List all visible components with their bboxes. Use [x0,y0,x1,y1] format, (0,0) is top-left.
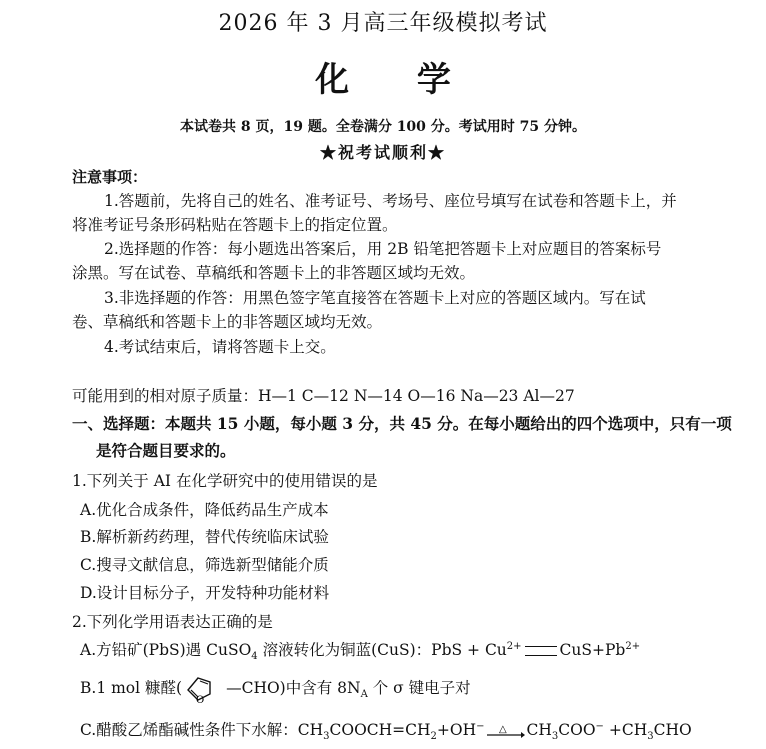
subscript: A [360,689,368,701]
option-c-text: CHO [653,721,692,739]
cho-group: —CHO [226,679,280,697]
superscript: 2+ [625,640,641,652]
section-heading-cont: 是符合题目要求的。 [96,441,236,460]
heat-symbol: △ [498,724,507,735]
subscript: 2 [430,731,437,743]
exam-info: 本试卷共 8 页，19 题。全卷满分 100 分。考试用时 75 分钟。 [179,119,587,135]
equals-sign [525,646,557,656]
question-2-option-b [80,674,471,704]
option-b-text: B.1 mol 糠醛( [80,679,183,697]
note-line: 2.选择题的作答：每小题选出答案后，用 2B 铅笔把答题卡上对应题目的答案标号 [104,240,662,258]
option-c-text: COO [558,721,596,739]
furan-oxygen: O [196,695,205,704]
question-1-option-c: C.搜寻文献信息，筛选新型储能介质 [80,556,329,574]
note-line: 将准考证号条形码粘贴在答题卡上的指定位置。 [72,216,398,234]
question-1-option-b: B.解析新药药理，替代传统临床试验 [80,528,329,546]
note-line: 1.答题前，先将自己的姓名、准考证号、考场号、座位号填写在试卷和答题卡上，并 [104,192,677,210]
question-1-option-a: A.优化合成条件，降低药品生产成本 [80,501,329,519]
superscript: 2+ [506,640,522,652]
option-b-text: 个 σ 键电子对 [367,679,471,697]
question-2-stem: 2.下列化学用语表达正确的是 [72,613,273,631]
question-2-option-a [80,638,641,663]
atomic-masses: 可能用到的相对原子质量：H—1 C—12 N—14 O—16 Na—23 Al—27 [72,387,575,405]
subscript: 3 [551,731,559,743]
question-1-stem: 1.下列关于 AI 在化学研究中的使用错误的是 [72,472,378,490]
option-c-text: +OH [436,721,477,739]
note-line: 3.非选择题的作答：用黑色签字笔直接答在答题卡上对应的答题区域内。写在试 [104,289,646,307]
section-heading: 一、选择题：本题共 15 小题，每小题 3 分，共 45 分。在每小题给出的四个选项中，只有一项 [72,414,732,433]
subscript: 4 [251,651,258,663]
option-c-text: C.醋酸乙烯酯碱性条件下水解：CH [80,721,324,739]
subscript: 3 [323,731,330,743]
option-c-text: +CH [603,721,648,739]
option-b-text: )中含有 8N [279,679,361,697]
question-2-option-c [80,718,692,743]
question-1-option-d: D.设计目标分子，开发特种功能材料 [80,584,330,602]
option-a-text: 溶液转化为铜蓝(CuS)：PbS + Cu [257,641,507,659]
subject-title: 化 学 [315,60,479,100]
note-line: 涂黑。写在试卷、草稿纸和答题卡上的非答题区域均无效。 [72,264,476,282]
furan-ring-icon [182,674,226,704]
subscript: 3 [647,731,654,743]
option-a-text: CuS+Pb [559,641,626,659]
blessing: ★祝考试顺利★ [319,143,446,162]
option-a-text: A.方铅矿(PbS)遇 CuSO [80,641,252,659]
notes-heading: 注意事项： [72,168,148,186]
exam-title: 2026 年 3 月高三年级模拟考试 [218,11,548,36]
reaction-arrow-icon [487,723,525,739]
option-c-text: CH [526,721,552,739]
note-line: 卷、草稿纸和答题卡上的非答题区域均无效。 [72,313,383,331]
note-line: 4.考试结束后，请将答题卡上交。 [104,338,336,356]
superscript: − [476,720,485,732]
superscript: − [595,720,604,732]
option-c-text: COOCH=CH [329,721,431,739]
